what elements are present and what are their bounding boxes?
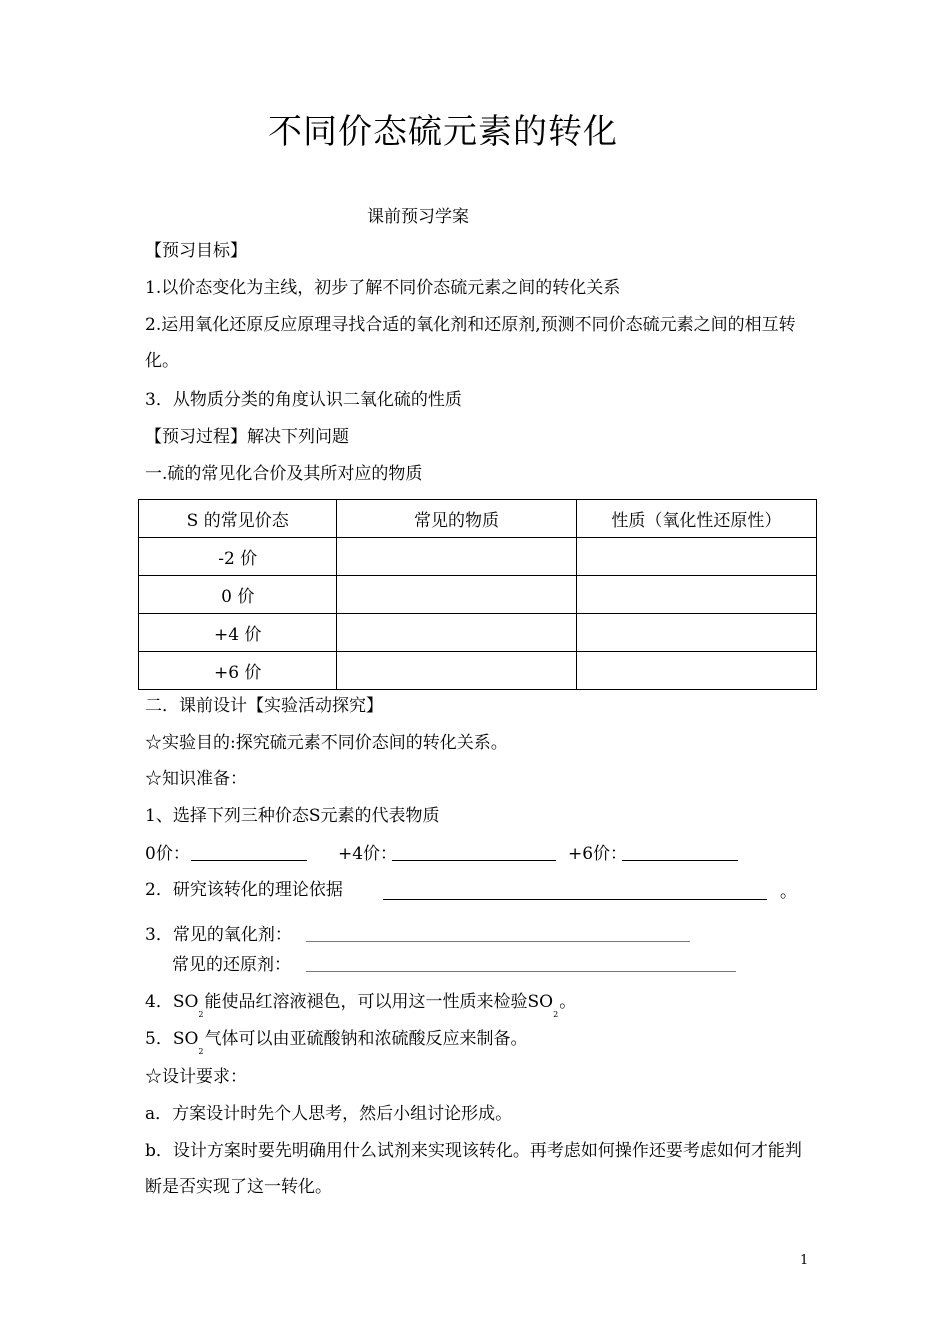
oxidant-blank[interactable] xyxy=(306,923,690,942)
reductant-label: 常见的还原剂： xyxy=(172,955,291,975)
table-row xyxy=(139,614,817,652)
oxidant-label: 3．常见的氧化剂： xyxy=(145,925,292,945)
design-heading: ☆设计要求： xyxy=(145,1067,247,1087)
blank-0-valence[interactable] xyxy=(191,842,307,861)
table-cell[interactable] xyxy=(337,576,576,614)
goal-3: 3．从物质分类的角度认识二氧化硫的性质 xyxy=(145,390,462,410)
theory-basis-blank[interactable] xyxy=(383,881,767,900)
knowledge-item-1: 1、选择下列三种价态S元素的代表物质 xyxy=(145,806,440,826)
blank-6-valence[interactable] xyxy=(622,842,738,861)
table-cell: +4 价 xyxy=(139,614,337,652)
table-cell[interactable] xyxy=(576,652,816,690)
table-cell[interactable] xyxy=(337,538,576,576)
blank-6-label: +6价： xyxy=(568,844,628,864)
table-header-cell: 性质（氧化性还原性） xyxy=(576,500,816,538)
table-cell: -2 价 xyxy=(139,538,337,576)
goals-heading: 【预习目标】 xyxy=(145,241,247,261)
knowledge-heading: ☆知识准备： xyxy=(145,769,247,789)
goal-2: 2.运用氧化还原反应原理寻找合适的氧化剂和还原剂,预测不同价态硫元素之间的相互转化。 xyxy=(145,315,796,371)
table-cell[interactable] xyxy=(576,576,816,614)
design-item-b: b．设计方案时要先明确用什么试剂来实现该转化。再考虑如何操作还要考虑如何才能判断是否实现了这一转化。 xyxy=(145,1141,802,1197)
table-header-row xyxy=(139,500,817,538)
document-subtitle: 课前预习学案 xyxy=(367,207,469,227)
section-2-heading: 二．课前设计【实验活动探究】 xyxy=(145,696,383,716)
knowledge-item-2: 2．研究该转化的理论依据 xyxy=(145,880,343,900)
design-item-a: a．方案设计时先个人思考，然后小组讨论形成。 xyxy=(145,1104,513,1124)
document-title: 不同价态硫元素的转化 xyxy=(268,112,618,152)
table-row xyxy=(139,652,817,690)
process-heading: 【预习过程】解决下列问题 xyxy=(145,427,349,447)
experiment-purpose: ☆实验目的:探究硫元素不同价态间的转化关系。 xyxy=(145,733,508,753)
reductant-blank[interactable] xyxy=(306,953,736,972)
table-cell[interactable] xyxy=(337,652,576,690)
table-header-cell: S 的常见价态 xyxy=(139,500,337,538)
valence-table xyxy=(138,499,817,690)
knowledge-item-5: 5．$SO_2$气体可以由亚硫酸钠和浓硫酸反应来制备。 xyxy=(145,1029,528,1056)
table-header-cell: 常见的物质 xyxy=(337,500,576,538)
period-mark: 。 xyxy=(780,882,797,902)
blank-4-label: +4价： xyxy=(338,844,398,864)
blank-0-label: 0价： xyxy=(145,844,190,864)
table-cell: 0 价 xyxy=(139,576,337,614)
table-cell: +6 价 xyxy=(139,652,337,690)
section-1-heading: 一.硫的常见化合价及其所对应的物质 xyxy=(145,464,423,484)
goal-1: 1.以价态变化为主线，初步了解不同价态硫元素之间的转化关系 xyxy=(145,278,621,298)
blank-4-valence[interactable] xyxy=(392,842,556,861)
table-cell[interactable] xyxy=(337,614,576,652)
table-cell[interactable] xyxy=(576,614,816,652)
knowledge-item-4: 4．$SO_2$能使品红溶液褪色，可以用这一性质来检验$SO_2$。 xyxy=(145,992,577,1019)
page-number: 1 xyxy=(800,1253,809,1268)
table-cell[interactable] xyxy=(576,538,816,576)
table-row xyxy=(139,576,817,614)
table-row xyxy=(139,538,817,576)
